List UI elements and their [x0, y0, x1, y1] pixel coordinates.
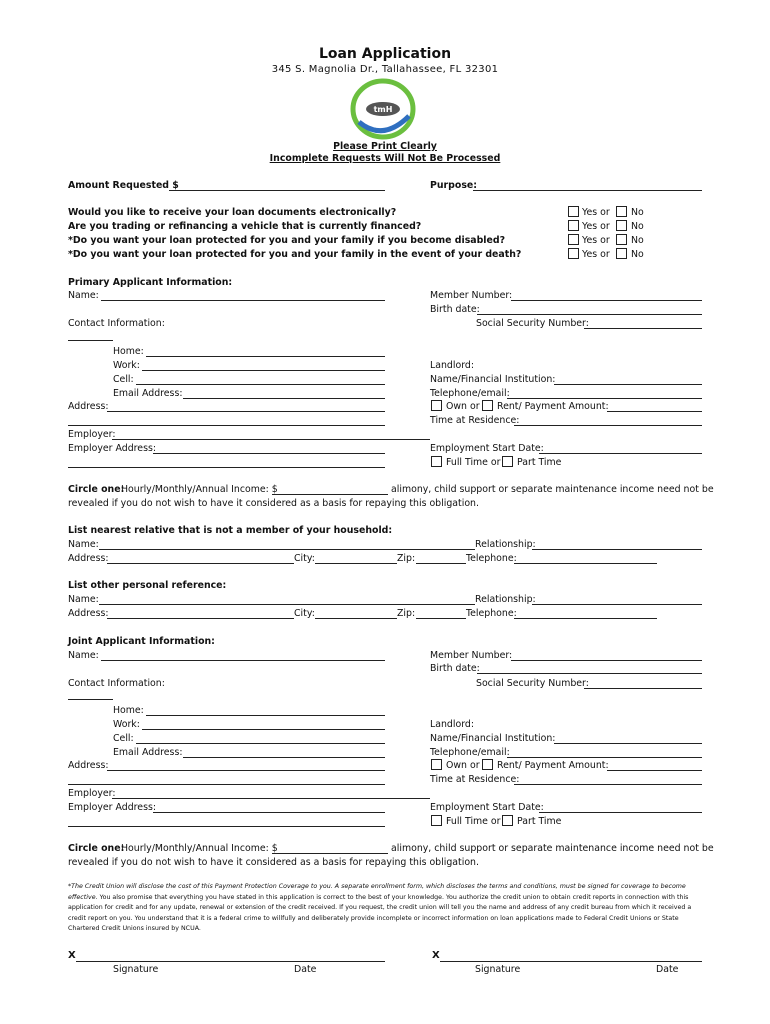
alimony-note: alimony, child support or separate maintenance income need not be: [391, 484, 714, 495]
own-checkbox[interactable]: [431, 400, 442, 411]
disclaimer-italic: *The Credit Union will disclose the cost of this Payment Protection Coverage to you. A separate enrollment form, which discloses the terms and conditions, must be signed for coverage to become effective.: [68, 883, 686, 901]
relationship-label: Relationship:: [475, 594, 536, 605]
alimony-note: alimony, child support or separate maintenance income need not be: [391, 843, 714, 854]
institution-label: Name/Financial Institution:: [430, 374, 556, 385]
telephone-email-label: Telephone/email:: [430, 388, 510, 399]
time-at-residence-label: Time at Residence:: [430, 415, 520, 426]
cell-label: Cell:: [113, 733, 134, 744]
member-number-label: Member Number:: [430, 290, 513, 301]
disclaimer-text: [68, 882, 708, 935]
part-time-checkbox[interactable]: [502, 456, 513, 467]
zip-label: Zip:: [397, 553, 416, 564]
primary-signature-line[interactable]: [76, 961, 385, 962]
city-label: City:: [294, 553, 315, 564]
joint-home-field[interactable]: [146, 715, 385, 716]
no-label: No: [631, 221, 644, 232]
joint-cell-field[interactable]: [136, 743, 385, 744]
date-label: Date: [656, 964, 679, 975]
primary-employment-start-field[interactable]: [539, 453, 702, 454]
own-checkbox[interactable]: [431, 759, 442, 770]
yes-checkbox[interactable]: [568, 234, 579, 245]
cell-label: Cell:: [113, 374, 134, 385]
yes-checkbox[interactable]: [568, 220, 579, 231]
home-label: Home:: [113, 705, 144, 716]
full-time-checkbox[interactable]: [431, 815, 442, 826]
yes-checkbox[interactable]: [568, 248, 579, 259]
landlord-label: Landlord:: [430, 360, 474, 371]
relative-telephone-field[interactable]: [514, 563, 657, 564]
birth-date-label: Birth date:: [430, 304, 480, 315]
date-label: Date: [294, 964, 317, 975]
joint-signature-line[interactable]: [440, 961, 702, 962]
employer-address-label: Employer Address:: [68, 802, 156, 813]
question-disability: *Do you want your loan protected for you and your family if you become disabled?: [68, 235, 506, 246]
reference-name-field[interactable]: [99, 604, 475, 605]
contact-info-label: Contact Information:: [68, 678, 165, 689]
reference-zip-field[interactable]: [416, 618, 466, 619]
full-time-label: Full Time or: [446, 457, 501, 468]
email-label: Email Address:: [113, 747, 183, 758]
primary-rent-field[interactable]: [607, 411, 702, 412]
primary-address-field[interactable]: [107, 411, 385, 412]
part-time-label: Part Time: [517, 457, 562, 468]
joint-rent-field[interactable]: [607, 770, 702, 771]
signature-x-mark: X: [68, 950, 76, 961]
primary-address-line2[interactable]: [68, 425, 385, 426]
relative-name-label: Name:: [68, 539, 99, 550]
telephone-label: Telephone:: [466, 608, 517, 619]
employer-label: Employer:: [68, 429, 116, 440]
primary-name-field[interactable]: [101, 300, 385, 301]
primary-birth-date-field[interactable]: [477, 314, 702, 315]
amount-requested-field[interactable]: [169, 190, 385, 191]
city-label: City:: [294, 608, 315, 619]
joint-work-field[interactable]: [142, 729, 385, 730]
org-logo: [349, 76, 417, 140]
own-label: Own or: [446, 401, 480, 412]
no-checkbox[interactable]: [616, 220, 627, 231]
no-label: No: [631, 235, 644, 246]
relative-heading: List nearest relative that is not a member of your household:: [68, 525, 393, 536]
question-death: *Do you want your loan protected for you and your family in the event of your death?: [68, 249, 522, 260]
no-label: No: [631, 207, 644, 218]
ssn-label: Social Security Number:: [476, 318, 589, 329]
joint-email-field[interactable]: [183, 757, 385, 758]
yes-checkbox[interactable]: [568, 206, 579, 217]
question-refinancing: Are you trading or refinancing a vehicle that is currently financed?: [68, 221, 422, 232]
primary-applicant-heading: Primary Applicant Information:: [68, 277, 233, 288]
circle-one-label: Circle one:: [68, 843, 125, 854]
joint-employer-address-line2[interactable]: [68, 826, 385, 827]
logo-text: tmH: [373, 105, 393, 114]
primary-employer-address-line2[interactable]: [68, 467, 385, 468]
rent-payment-label: Rent/ Payment Amount:: [497, 401, 609, 412]
telephone-label: Telephone:: [466, 553, 517, 564]
joint-birth-date-field[interactable]: [477, 673, 702, 674]
yes-label: Yes or: [582, 207, 610, 218]
income-label: Hourly/Monthly/Annual Income: $: [121, 484, 278, 495]
employment-start-label: Employment Start Date:: [430, 443, 544, 454]
no-checkbox[interactable]: [616, 206, 627, 217]
contact-separator: [68, 340, 113, 341]
birth-date-label: Birth date:: [430, 663, 480, 674]
purpose-label: Purpose:: [430, 180, 478, 191]
joint-ssn-field[interactable]: [584, 688, 702, 689]
email-label: Email Address:: [113, 388, 183, 399]
no-checkbox[interactable]: [616, 234, 627, 245]
question-electronic: Would you like to receive your loan documents electronically?: [68, 207, 397, 218]
primary-residence-time-field[interactable]: [514, 425, 702, 426]
primary-home-field[interactable]: [146, 356, 385, 357]
primary-email-field[interactable]: [183, 398, 385, 399]
yes-label: Yes or: [582, 221, 610, 232]
signature-label: Signature: [113, 964, 159, 975]
time-at-residence-label: Time at Residence:: [430, 774, 520, 785]
joint-address-line2[interactable]: [68, 784, 385, 785]
primary-institution-field[interactable]: [554, 384, 702, 385]
landlord-label: Landlord:: [430, 719, 474, 730]
org-address: 345 S. Magnolia Dr., Tallahassee, FL 32301: [271, 64, 499, 75]
purpose-field[interactable]: [473, 190, 702, 191]
name-label: Name:: [68, 290, 99, 301]
no-checkbox[interactable]: [616, 248, 627, 259]
employment-start-label: Employment Start Date:: [430, 802, 544, 813]
primary-employer-address-field[interactable]: [153, 453, 385, 454]
revealed-note: revealed if you do not wish to have it considered as a basis for repaying this obligation.: [68, 498, 479, 509]
primary-ssn-field[interactable]: [584, 328, 702, 329]
primary-member-number-field[interactable]: [511, 300, 702, 301]
part-time-label: Part Time: [517, 816, 562, 827]
telephone-email-label: Telephone/email:: [430, 747, 510, 758]
reference-name-label: Name:: [68, 594, 99, 605]
employer-label: Employer:: [68, 788, 116, 799]
ssn-label: Social Security Number:: [476, 678, 589, 689]
rent-checkbox[interactable]: [482, 400, 493, 411]
joint-address-field[interactable]: [107, 770, 385, 771]
joint-institution-field[interactable]: [554, 743, 702, 744]
part-time-checkbox[interactable]: [502, 815, 513, 826]
income-label: Hourly/Monthly/Annual Income: $: [121, 843, 278, 854]
contact-info-label: Contact Information:: [68, 318, 165, 329]
address-label: Address:: [68, 760, 109, 771]
relative-city-field[interactable]: [315, 563, 397, 564]
rent-checkbox[interactable]: [482, 759, 493, 770]
relative-relationship-field[interactable]: [532, 549, 702, 550]
full-time-label: Full Time or: [446, 816, 501, 827]
address-label: Address:: [68, 401, 109, 412]
reference-telephone-field[interactable]: [514, 618, 657, 619]
primary-work-field[interactable]: [142, 370, 385, 371]
own-label: Own or: [446, 760, 480, 771]
amount-requested-label: Amount Requested $: [68, 180, 179, 191]
reference-heading: List other personal reference:: [68, 580, 227, 591]
home-label: Home:: [113, 346, 144, 357]
no-label: No: [631, 249, 644, 260]
institution-label: Name/Financial Institution:: [430, 733, 556, 744]
primary-telephone-email-field[interactable]: [507, 398, 702, 399]
relative-address-field[interactable]: [107, 563, 294, 564]
joint-member-number-field[interactable]: [511, 660, 702, 661]
relative-address-label: Address:: [68, 553, 109, 564]
page-title: Loan Application: [318, 46, 452, 62]
relative-zip-field[interactable]: [416, 563, 466, 564]
joint-applicant-heading: Joint Applicant Information:: [68, 636, 215, 647]
joint-name-field[interactable]: [101, 660, 385, 661]
work-label: Work:: [113, 719, 140, 730]
member-number-label: Member Number:: [430, 650, 513, 661]
contact-separator: [68, 699, 113, 700]
work-label: Work:: [113, 360, 140, 371]
primary-cell-field[interactable]: [136, 384, 385, 385]
employer-address-label: Employer Address:: [68, 443, 156, 454]
reference-city-field[interactable]: [315, 618, 397, 619]
joint-employer-field[interactable]: [112, 798, 430, 799]
zip-label: Zip:: [397, 608, 416, 619]
incomplete-notice: Incomplete Requests Will Not Be Processed: [269, 153, 501, 164]
reference-relationship-field[interactable]: [532, 604, 702, 605]
relationship-label: Relationship:: [475, 539, 536, 550]
reference-address-field[interactable]: [107, 618, 294, 619]
print-clearly-notice: Please Print Clearly: [333, 141, 437, 152]
signature-label: Signature: [475, 964, 521, 975]
joint-telephone-email-field[interactable]: [507, 757, 702, 758]
name-label: Name:: [68, 650, 99, 661]
yes-label: Yes or: [582, 249, 610, 260]
primary-income-field[interactable]: [272, 494, 388, 495]
disclaimer-rest: You also promise that everything you have stated in this application is correct to the best of your knowledge. You authorize the credit union to obtain credit reports in connection with this application for credit and for any update, renewal or extension of the credit received. If you request, the credit union will tell you the name and address of any credit bureau from which it received a credit report on you. You understand that it is a federal crime to willfully and deliberately provide incomplete or incorrect information on loan applications made to Federal Credit Unions or State Chartered Credit Unions insured by NCUA.: [68, 893, 692, 932]
rent-payment-label: Rent/ Payment Amount:: [497, 760, 609, 771]
signature-x-mark: X: [432, 950, 440, 961]
joint-income-field[interactable]: [272, 853, 388, 854]
revealed-note: revealed if you do not wish to have it considered as a basis for repaying this obligation.: [68, 857, 479, 868]
reference-address-label: Address:: [68, 608, 109, 619]
circle-one-label: Circle one:: [68, 484, 125, 495]
joint-employment-start-field[interactable]: [539, 812, 702, 813]
full-time-checkbox[interactable]: [431, 456, 442, 467]
joint-employer-address-field[interactable]: [153, 812, 385, 813]
joint-residence-time-field[interactable]: [514, 784, 702, 785]
relative-name-field[interactable]: [99, 549, 475, 550]
yes-label: Yes or: [582, 235, 610, 246]
primary-employer-field[interactable]: [112, 439, 430, 440]
